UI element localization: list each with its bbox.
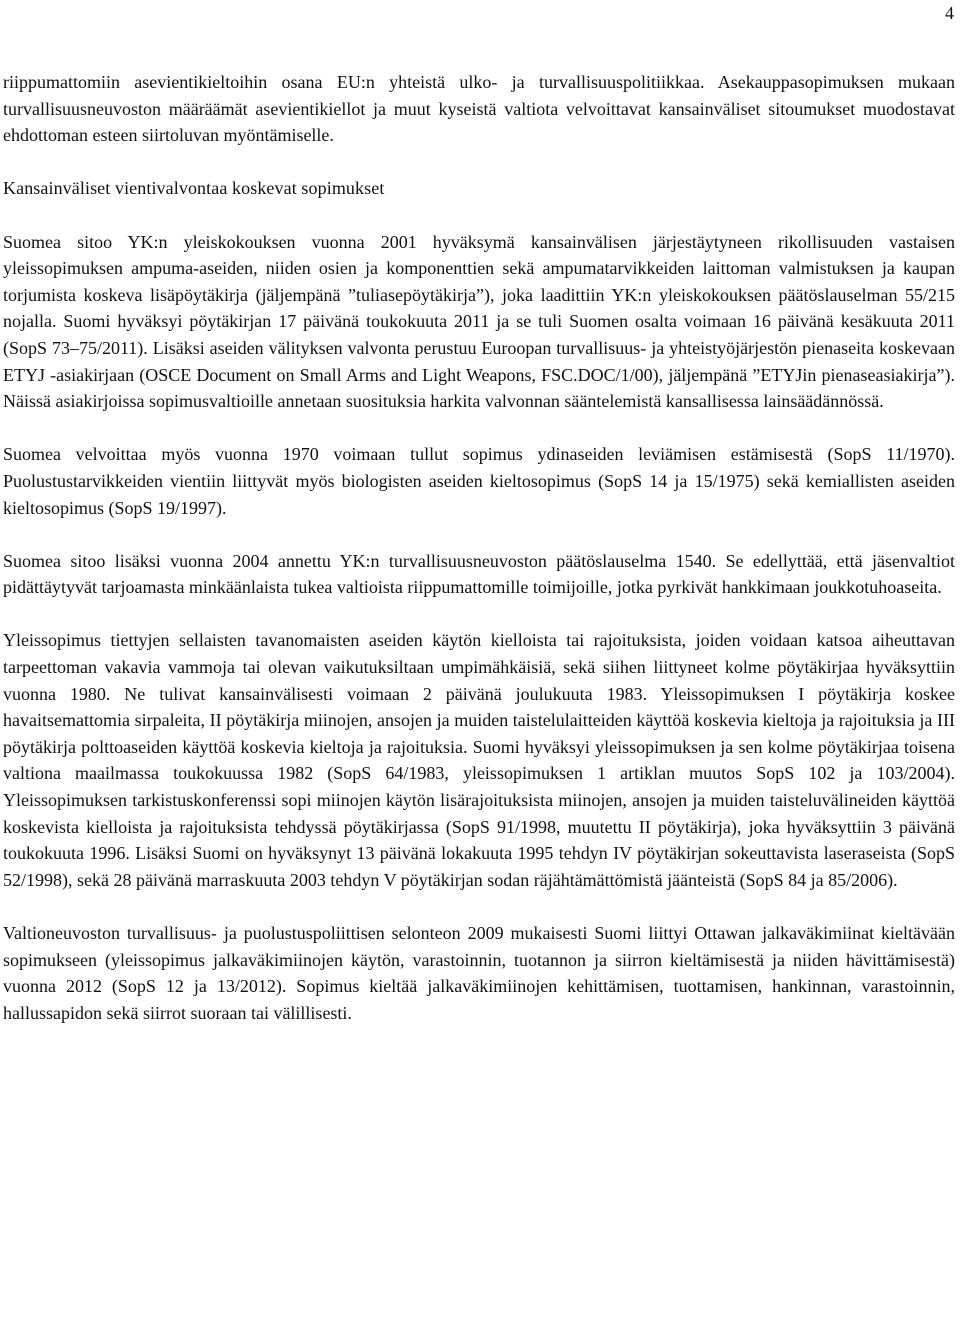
document-body xyxy=(3,69,955,1026)
section-heading: Kansainväliset vientivalvontaa koskevat sopimukset xyxy=(3,178,385,199)
paragraph-resolution-1540: Suomea sitoo lisäksi vuonna 2004 annettu YK:n turvallisuusneuvoston päätöslauselma 1540. Se edellyttää, että jäsenvaltiot pidättäytyvät tarjoamasta minkäänlaista tukea valtioista riippumattomille toimijoille, jotka pyrkivät hankkimaan joukkotuhoaseita. xyxy=(3,550,955,598)
paragraph-ottawa-treaty: Valtioneuvoston turvallisuus- ja puolustuspoliittisen selonteon 2009 mukaisesti Suomi liittyi Ottawan jalkaväkimiinat kieltävään sopimukseen (yleissopimus jalkaväkimiinojen käytön, varastoinnin, tuotannon ja siirron kieltämisestä ja niiden hävittämisestä) vuonna 2012 (SopS 12 ja 13/2012). Sopimus kieltää jalkaväkimiinojen kehittämisen, tuottamisen, hankinnan, varastoinnin, hallussapidon sekä siirrot suoraan tai välillisesti. xyxy=(3,923,955,1023)
paragraph-nonproliferation: Suomea velvoittaa myös vuonna 1970 voimaan tullut sopimus ydinaseiden leviämisen estämisestä (SopS 11/1970). Puolustustarvikkeiden vientiin liittyvät myös biologisten aseiden kieltosopimus (SopS 14 ja 15/1975) sekä kemiallisten aseiden kieltosopimus (SopS 19/1997). xyxy=(3,444,955,518)
paragraph-firearms-protocol: Suomea sitoo YK:n yleiskokouksen vuonna 2001 hyväksymä kansainvälisen järjestäytyneen rikollisuuden vastaisen yleissopimuksen ampuma-aseiden, niiden osien ja komponenttien sekä ampumatarvikkeiden laittoman valmistuksen ja kaupan torjumista koskeva lisäpöytäkirja (jäljempänä ”tuliasepöytäkirja”), joka laadittiin YK:n yleiskokouksen päätöslauselman 55/215 nojalla. Suomi hyväksyi pöytäkirjan 17 päivänä toukokuuta 2011 ja se tuli Suomen osalta voimaan 16 päivänä kesäkuuta 2011 (SopS 73–75/2011). Lisäksi aseiden välityksen valvonta perustuu Euroopan turvallisuus- ja yhteistyöjärjestön pienaseita koskevaan ETYJ -asiakirjaan (OSCE Document on Small Arms and Light Weapons, FSC.DOC/1/00), jäljempänä ”ETYJin pienaseasiakirja”). Näissä asiakirjoissa sopimusvaltioille annetaan suosituksia harkita valvonnan sääntelemistä kansallisessa lainsäädännössä. xyxy=(3,231,955,412)
page-number: 4 xyxy=(945,3,954,23)
paragraph-conventional-weapons: Yleissopimus tiettyjen sellaisten tavanomaisten aseiden käytön kielloista tai rajoituksista, joiden voidaan katsoa aiheuttavan tarpeettoman vakavia vammoja tai olevan vaikutuksiltaan umpimähkäisiä, sekä siihen liittyneet kolme pöytäkirjaa hyväksyttiin vuonna 1980. Ne tulivat kansainvälisesti voimaan 2 päivänä joulukuuta 1983. Yleissopimuksen I pöytäkirja koskee havaitsemattomia sirpaleita, II pöytäkirja miinojen, ansojen ja muiden taistelulaitteiden käyttöä koskevia kieltoja ja rajoituksia ja III pöytäkirja polttoaseiden käyttöä koskevia kieltoja ja rajoituksia. Suomi hyväksyi yleissopimuksen ja sen kolme pöytäkirjaa toisena valtiona maailmassa toukokuussa 1982 (SopS 64/1983, yleissopimuksen 1 artiklan muutos SopS 102 ja 103/2004). Yleissopimuksen tarkistuskonferenssi sopi miinojen käytön lisärajoituksista miinojen, ansojen ja muiden taisteluvälineiden käyttöä koskevista kielloista ja rajoituksista tehdyssä pöytäkirjassa (SopS 91/1998, muutettu II pöytäkirja), joka hyväksyttiin 3 päivänä toukokuuta 1996. Lisäksi Suomi on hyväksynyt 13 päivänä lokakuuta 1995 tehdyn IV pöytäkirjan sokeuttavista laseraseista (SopS 52/1998), sekä 28 päivänä marraskuuta 2003 tehdyn V pöytäkirjan sodan räjähtämättömistä jäänteistä (SopS 84 ja 85/2006). xyxy=(3,630,955,890)
paragraph-continuation: riippumattomiin asevientikieltoihin osana EU:n yhteistä ulko- ja turvallisuuspolitiikkaa. Asekauppasopimuksen mukaan turvallisuusneuvoston määräämät asevientikiellot ja muut kyseistä valtiota velvoittavat kansainväliset sitoumukset muodostavat ehdottoman esteen siirtoluvan myöntämiselle. xyxy=(3,72,955,146)
